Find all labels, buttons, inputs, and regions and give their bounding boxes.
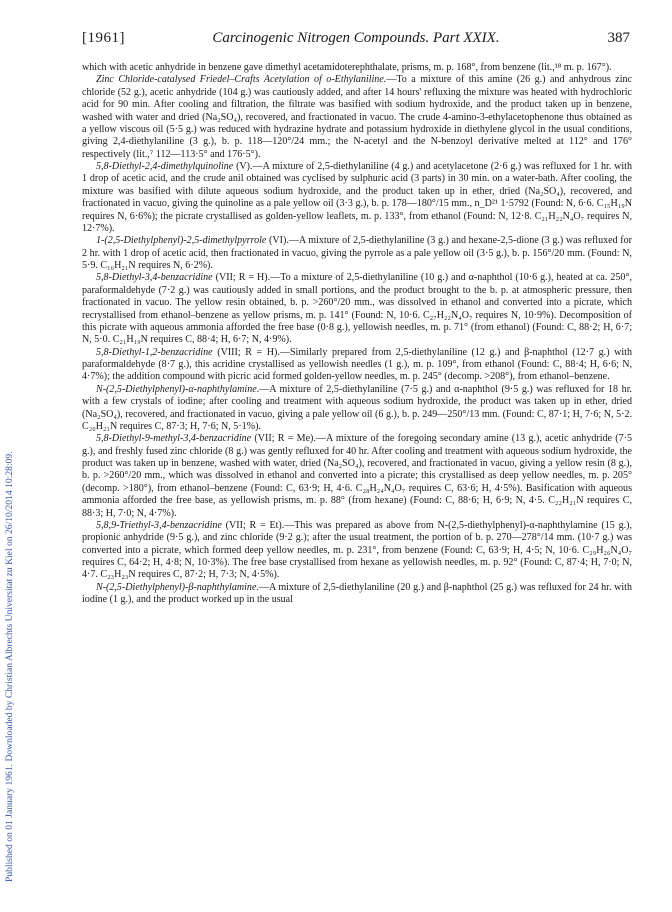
paragraph-text: .—A mixture of 2,5-diethylaniline (20 g.) and β-naphthol (25 g.) was refluxed for 24 hr. with iodine (1 g.), and the product worked up in the usual [82, 581, 632, 606]
page-number: 387 [607, 30, 630, 46]
paragraph-text: which with acetic anhydride in benzene gave dimethyl acetamidoterephthalate, prisms, m. p. 168°, from benzene (lit.,¹⁸ m. p. 167°). [82, 62, 612, 73]
paragraph-text: (VII; R = Et).—This was prepared as above from N-(2,5-diethylphenyl)-α-naphthylamine (15 g.), propionic anhydride (9·5 g.), and zinc chloride (9·2 g.); after the usual treatment, the portion of b. p. 270—278°/14 mm. (10·7 g.) was converted into a picrate, which formed deep yellow needles, m. p. 231°, from benzene (Found: C, 63·9; H, 4·5; N, 10·6. C₂₉H₂₆N₄O₇ requires C, 64·2; H, 4·8; N, 10·3%). The free base crystallised from hexane as yellowish needles, m. p. 92° (Found: C, 87·4; H, 7·0; N, 4·7. C₂₃H₂₃N requires C, 87·2; H, 7·3; N, 4·5%). [82, 519, 632, 581]
paragraph-heading: 5,8-Diethyl-9-methyl-3,4-benzacridine [96, 433, 252, 445]
paragraph-heading: Zinc Chloride-catalysed Friedel–Crafts Acetylation of o-Ethylaniline. [96, 74, 387, 86]
paragraph-heading: 5,8-Diethyl-2,4-dimethylquinoline [96, 161, 234, 172]
paragraph [82, 235, 632, 272]
paragraph-heading: 5,8,9-Triethyl-3,4-benzacridine [96, 519, 222, 531]
paragraph-text: .—A mixture of 2,5-diethylaniline (7·5 g.) and α-naphthol (9·5 g.) was refluxed for 18 hr. with a few crystals of iodine; after cooling and treatment with aqueous sodium hydroxide, the product was taken up in ether, dried (Na₂SO₄), recovered, and fractionated in vacuo, giving a pale yellow oil (6 g.), b. p. 249—250°/13 mm. (Found: C, 87·1; H, 7·6; N, 5·2. C₂₀H₂₁N requires C, 87·3; H, 7·6; N, 5·1%). [82, 383, 632, 432]
header-title: Carcinogenic Nitrogen Compounds. Part XXIX. [212, 30, 500, 46]
paragraph-text: (V).—A mixture of 2,5-diethylaniline (4 g.) and acetylacetone (2·6 g.) was refluxed for 1 hr. with 1 drop of acetic acid, and the crude anil obtained was cyclised by sulphuric acid (3 parts) in 30 min. on a water-bath. After cooling, the mixture was basified with dilute aqueous sodium hydroxide, and the product taken up in ether, dried (Na₂SO₄), recovered, and fractionated in vacuo, giving the quinoline as a pale yellow oil (3·3 g.), b. p. 178—180°/15 mm., n_D²¹ 1·5792 (Found: N, 6·6. C₁₅H₁₉N requires N, 6·6%); the picrate crystallised as golden-yellow leaflets, m. p. 133°, from ethanol (Found: N, 12·8. C₂₁H₂₂N₄O₇ requires N, 12·7%). [82, 161, 632, 234]
paragraph-heading: 1-(2,5-Diethylphenyl)-2,5-dimethylpyrrole [96, 235, 267, 247]
paragraph-text: (VIII; R = H).—Similarly prepared from 2,5-diethylaniline (12 g.) and β-naphthol (12·7 g.) with paraformaldehyde (8·7 g.), this acridine crystallised as yellowish needles (1 g.), m. p. 109°, from ethanol (Found: C, 88·4; H, 6·6; N, 4·7%); the addition compound with picric acid formed golden-yellow needles, m. p. 245° (decomp. >208°), from ethanol–benzene. [82, 346, 632, 383]
paragraph-text: (VI).—A mixture of 2,5-diethylaniline (3 g.) and hexane-2,5-dione (3 g.) was refluxed for 2 hr. with 1 drop of acetic acid, then fractionated in vacuo, giving the pyrrole as a pale yellow oil (3·5 g.), b. p. 156°/20 mm. (Found: N, 5·9. C₁₆H₂₁N requires N, 6·2%). [82, 235, 632, 271]
paragraph [82, 347, 632, 384]
paragraph [82, 384, 632, 434]
download-watermark [0, 0, 22, 912]
paragraph-heading: 5,8-Diethyl-1,2-benzacridine [96, 346, 213, 358]
paragraph [82, 272, 632, 346]
paragraph-heading: N-(2,5-Diethylphenyl)-α-naphthylamine [96, 383, 257, 395]
paragraph-text: (VII; R = Me).—A mixture of the foregoing secondary amine (13 g.), acetic anhydride (7·5 g.), and freshly fused zinc chloride (8 g.) was gently refluxed for 40 hr. After cooling and treatment with aqueous sodium hydroxide, the product was taken up in benzene, washed with water, dried (Na₂SO₄), recovered, and fractionated in vacuo, giving a yellow resin (8 g.), b. p. >260°/20 mm., which was dissolved in ethanol and converted into a picrate; this crystallised as deep yellow needles, m. p. 205° (decomp. >180°), from ethanol–benzene (Found: C, 63·9; H, 4·6. C₂₈H₂₄N₄O₇ requires C, 63·6; H, 4·5%). Basification with aqueous ammonia afforded the free base, as yellowish prisms, m. p. 88° (from hexane) (Found: C, 88·6; H, 6·9; N, 4·5. C₂₂H₂₁N requires C, 88·3; H, 7·0; N, 4·7%). [82, 433, 632, 519]
paragraph [82, 161, 632, 235]
paragraph [82, 62, 632, 74]
paragraph-heading: N-(2,5-Diethylphenyl)-β-naphthylamine [96, 581, 257, 593]
page-header [82, 30, 630, 52]
paragraph [82, 74, 632, 161]
paragraph [82, 433, 632, 520]
paragraph [82, 582, 632, 607]
article-body [82, 62, 632, 607]
paragraph-heading: 5,8-Diethyl-3,4-benzacridine [96, 272, 213, 284]
download-notice: Published on 01 January 1961. Downloaded by Christian Albrechts Universitat zu Kiel on 26/10/2014 10:28:09. [4, 451, 15, 882]
paragraph [82, 520, 632, 582]
paragraph-text: (VII; R = H).—To a mixture of 2,5-diethylaniline (10 g.) and α-naphthol (10·6 g.), heated at ca. 250°, paraformaldehyde (7·2 g.) was cautiously added in small portions, and the product brought to the b. p. at atmospheric pressure, then fractionated in vacuo. The yellow resin obtained, b. p. >260°/20 mm., was dissolved in ethanol and converted into a picrate, which recrystallised from ethanol–benzene as yellow prisms, m. p. 141° (Found: N, 10·6. C₂₇H₂₂N₄O₇ requires N, 10·9%). Decomposition of this picrate with aqueous ammonia afforded the free base (0·8 g.), yellowish needles, m. p. 71° (from ethanol) (Found: C, 88·2; H, 6·7; N, 5·0. C₂₁H₁₉N requires C, 88·4; H, 6·7; N, 4·9%). [82, 272, 632, 346]
paragraph-text: —To a mixture of this amine (26 g.) and anhydrous zinc chloride (52 g.), acetic anhydride (104 g.) was cautiously added, and after 14 hours' refluxing the mixture was heated with hydrochloric acid for 90 min. After cooling and filtration, the filtrate was basified with sodium hydroxide, and the product taken up in benzene, washed with water and dried (Na₂SO₄), recovered, and fractionated in vacuo. The crude 4-amino-3-ethylacetophenone thus obtained as a yellow viscous oil (5·5 g.) was reduced with hydrazine hydrate and potassium hydroxide in diethylene glycol in the usual conditions, giving 2,4-diethylaniline (3 g.), b. p. 118—120°/24 mm.; the N-acetyl and the N-benzoyl derivative melted at 112° and 176° respectively (lit.,⁷ 112—113·5° and 176·5°). [82, 74, 632, 160]
header-year: [1961] [82, 30, 125, 46]
